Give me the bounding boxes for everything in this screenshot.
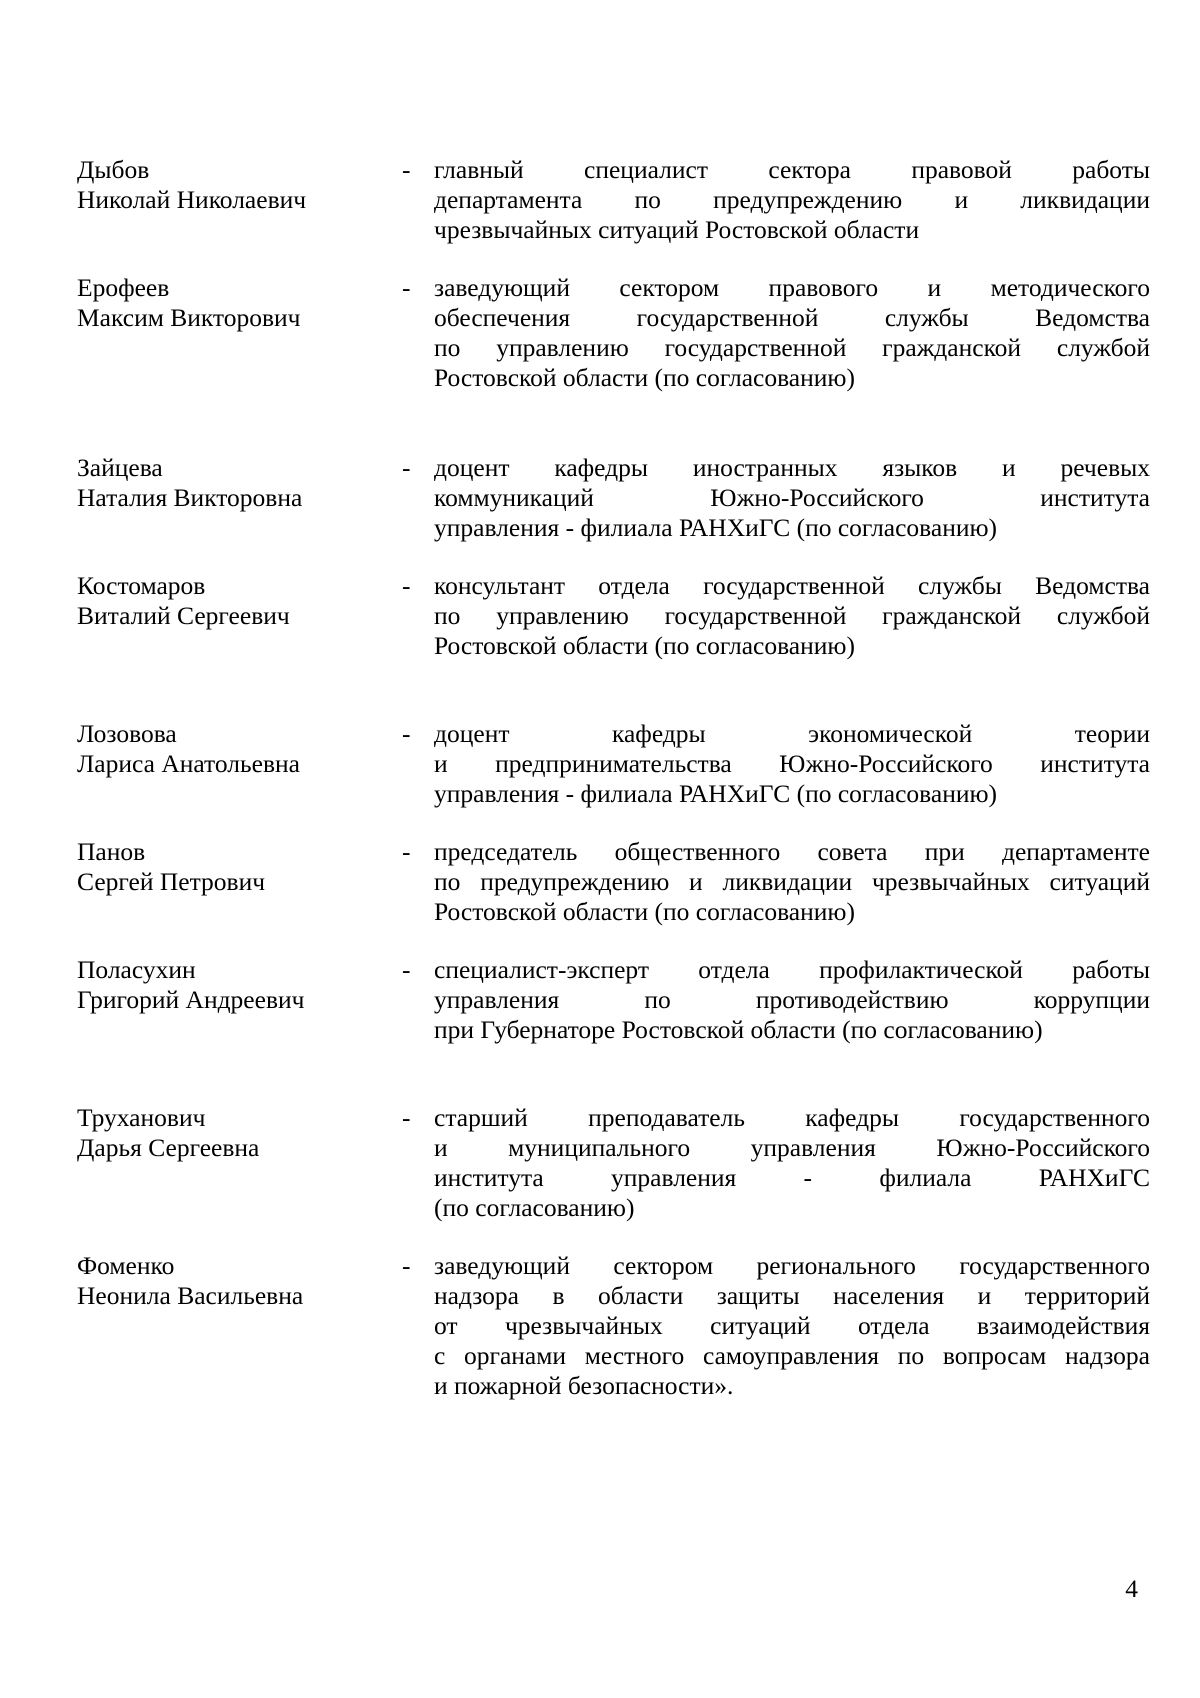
position-line: заведующий сектором регионального государственного (434, 1251, 1150, 1280)
member-position (434, 571, 1150, 661)
position-line: старший преподаватель кафедры государственного (434, 1103, 1150, 1132)
position-line: доцент кафедры иностранных языков и речевых (434, 453, 1150, 482)
position-line: от чрезвычайных ситуаций отдела взаимодействия (434, 1311, 1150, 1340)
member-position (434, 837, 1150, 927)
position-line: доцент кафедры экономической теории (434, 719, 1150, 748)
member-name (77, 719, 377, 779)
member-surname: Дыбов (77, 155, 150, 184)
page-number: 4 (1125, 1574, 1138, 1603)
separator-dash: - (402, 955, 411, 984)
position-line: института управления - филиала РАНХиГС (434, 1163, 1150, 1192)
member-surname: Ерофеев (77, 273, 170, 302)
position-line: председатель общественного совета при департаменте (434, 837, 1150, 866)
position-line: департамента по предупреждению и ликвидации (434, 185, 1150, 214)
member-position (434, 955, 1150, 1045)
position-line: при Губернаторе Ростовской области (по согласованию) (434, 1015, 1043, 1044)
member-given-names: Максим Викторович (77, 303, 301, 332)
member-position (434, 453, 1150, 543)
separator-dash: - (402, 571, 411, 600)
separator-dash: - (402, 1251, 411, 1280)
position-line: управления - филиала РАНХиГС (по согласованию) (434, 779, 998, 808)
member-name (77, 273, 377, 333)
separator-dash: - (402, 719, 411, 748)
member-name (77, 1103, 377, 1163)
member-surname: Поласухин (77, 955, 196, 984)
position-line: по управлению государственной гражданской службой (434, 333, 1150, 362)
member-position (434, 1251, 1150, 1401)
separator-dash: - (402, 837, 411, 866)
separator-dash: - (402, 273, 411, 302)
member-given-names: Виталий Сергеевич (77, 601, 290, 630)
position-line: надзора в области защиты населения и территорий (434, 1281, 1150, 1310)
position-line: (по согласованию) (434, 1193, 635, 1222)
member-surname: Панов (77, 837, 146, 866)
member-name (77, 453, 377, 513)
position-line: по предупреждению и ликвидации чрезвычайных ситуаций (434, 867, 1150, 896)
member-given-names: Дарья Сергеевна (77, 1133, 260, 1162)
separator-dash: - (402, 453, 411, 482)
member-given-names: Лариса Анатольевна (77, 749, 300, 778)
position-line: и пожарной безопасности». (434, 1371, 734, 1400)
position-line: с органами местного самоуправления по вопросам надзора (434, 1341, 1150, 1370)
position-line: обеспечения государственной службы Ведомства (434, 303, 1150, 332)
member-name (77, 955, 377, 1015)
position-line: Ростовской области (по согласованию) (434, 631, 855, 660)
position-line: и предпринимательства Южно-Российского института (434, 749, 1150, 778)
position-line: консультант отдела государственной службы Ведомства (434, 571, 1150, 600)
separator-dash: - (402, 1103, 411, 1132)
position-line: управления по противодействию коррупции (434, 985, 1150, 1014)
position-line: чрезвычайных ситуаций Ростовской области (434, 215, 920, 244)
member-name (77, 1251, 377, 1311)
member-surname: Фоменко (77, 1251, 175, 1280)
member-given-names: Сергей Петрович (77, 867, 266, 896)
separator-dash: - (402, 155, 411, 184)
position-line: коммуникаций Южно-Российского института (434, 483, 1150, 512)
member-name (77, 571, 377, 631)
member-surname: Костомаров (77, 571, 206, 600)
member-given-names: Николай Николаевич (77, 185, 307, 214)
member-position (434, 719, 1150, 809)
member-position (434, 155, 1150, 245)
position-line: по управлению государственной гражданской службой (434, 601, 1150, 630)
position-line: специалист-эксперт отдела профилактической работы (434, 955, 1150, 984)
member-given-names: Неонила Васильевна (77, 1281, 304, 1310)
position-line: Ростовской области (по согласованию) (434, 897, 855, 926)
position-line: заведующий сектором правового и методического (434, 273, 1150, 302)
member-surname: Зайцева (77, 453, 163, 482)
member-surname: Труханович (77, 1103, 206, 1132)
position-line: Ростовской области (по согласованию) (434, 363, 855, 392)
member-name (77, 155, 377, 215)
member-name (77, 837, 377, 897)
position-line: и муниципального управления Южно-Российского (434, 1133, 1150, 1162)
member-given-names: Наталия Викторовна (77, 483, 303, 512)
member-given-names: Григорий Андреевич (77, 985, 305, 1014)
member-position (434, 273, 1150, 393)
member-position (434, 1103, 1150, 1223)
position-line: управления - филиала РАНХиГС (по согласованию) (434, 513, 998, 542)
member-surname: Лозовова (77, 719, 177, 748)
position-line: главный специалист сектора правовой работы (434, 155, 1150, 184)
